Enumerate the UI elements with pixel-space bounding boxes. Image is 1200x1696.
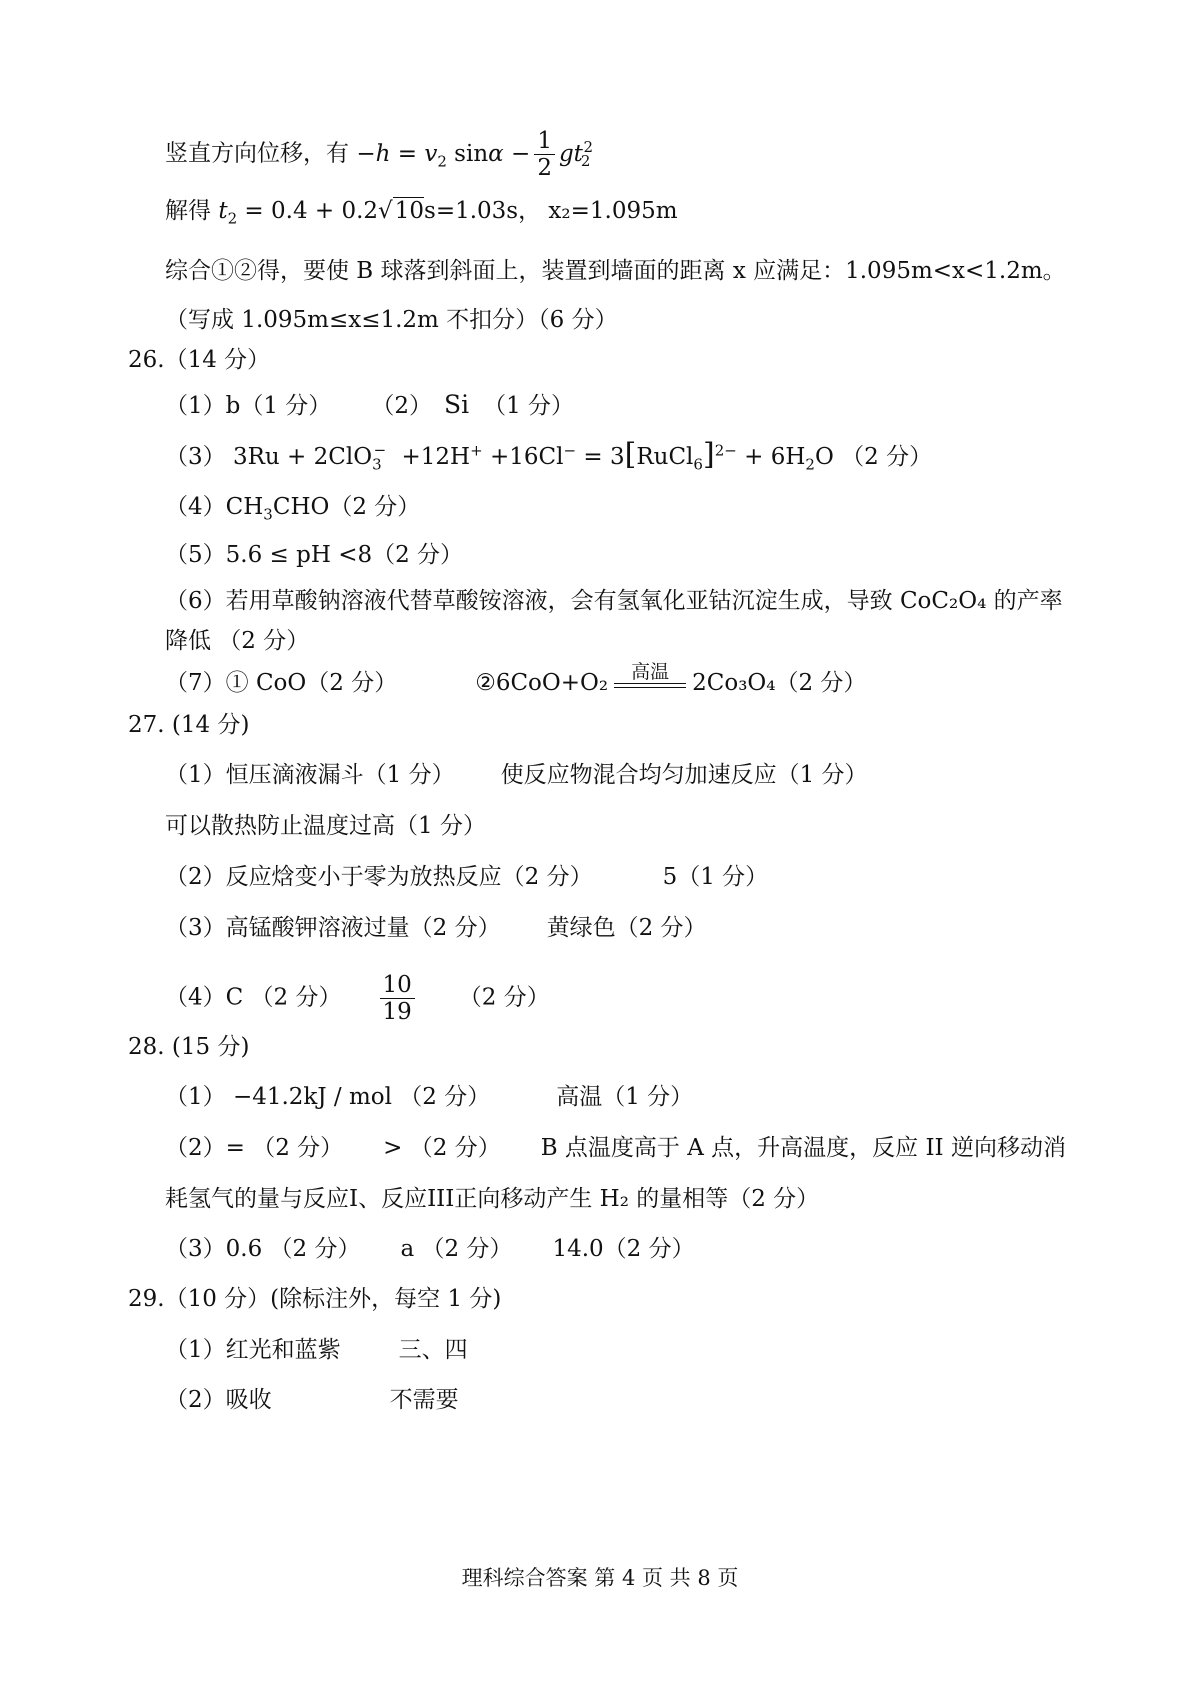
q26-a4-label: （4） <box>165 494 226 520</box>
solve-line <box>0 196 1200 226</box>
q27-a2-part2: 5（1 分） <box>662 864 769 890</box>
q26-a3-label: （3） <box>165 444 226 470</box>
q27-a1-line2: 可以散热防止温度过高（1 分） <box>165 813 486 839</box>
q26-a3 <box>0 437 1200 474</box>
q26-a2-score: （1 分） <box>483 393 575 419</box>
solve-equation: $t_2 = 0.4 + 0.2√10s$ <box>218 198 436 228</box>
q28-a3-part3: 14.0（2 分） <box>552 1236 695 1262</box>
q28-a2-eq: （2）= （2 分） <box>165 1135 344 1161</box>
q29-a2-part1: （2）吸收 <box>165 1387 272 1413</box>
q29-a1-part1: （1）红光和蓝紫 <box>165 1337 341 1363</box>
q26-a4 <box>0 492 1200 522</box>
q26-a6-line2: 降低 （2 分） <box>165 628 310 654</box>
q26-a7-reactants: ②6CoO+O₂ <box>475 670 609 696</box>
q26-a2-value: Si <box>443 390 470 419</box>
q29-a2 <box>0 1385 1200 1415</box>
q28-a3 <box>0 1234 1200 1264</box>
q26-a4-score: （2 分） <box>329 494 421 520</box>
q27-a4-score: （2 分） <box>458 984 550 1011</box>
q27-a3-part2: 黄绿色（2 分） <box>546 915 707 941</box>
q28-a3-part2: a （2 分） <box>400 1236 513 1262</box>
page-footer: 理科综合答案 第 4 页 共 8 页 <box>461 1566 739 1590</box>
q28-title: 28. (15 分) <box>128 1034 250 1060</box>
q28-a3-part1: （3）0.6 （2 分） <box>165 1236 361 1262</box>
score-note: （写成 1.095m≤x≤1.2m 不扣分）（6 分） <box>165 307 618 333</box>
q27-title: 27. (14 分) <box>128 712 250 738</box>
combine-line: 综合①②得，要使 B 球落到斜面上，装置到墙面的距离 x 应满足：1.095m<x<1.2m。 <box>165 258 1066 284</box>
q26-a5: （5）5.6 ≤ pH <8（2 分） <box>165 542 464 568</box>
q29-a1-part2: 三、四 <box>398 1337 468 1363</box>
vertical-equation: $-h = v_2$ sinα − $\frac{1}{2}$ $gt_2^2$ <box>356 128 594 181</box>
vertical-text: 竖直方向位移，有 <box>165 140 349 167</box>
q29-title: 29.（10 分）(除标注外，每空 1 分) <box>128 1286 502 1312</box>
vertical-displacement-line <box>0 128 1200 181</box>
q26-a1: （1）b（1 分） <box>165 393 332 419</box>
q27-a1-part2: 使反应物混合均匀加速反应（1 分） <box>500 762 868 788</box>
q28-a2-line2: 耗氢气的量与反应Ⅰ、反应III正向移动产生 H₂ 的量相等（2 分） <box>165 1186 820 1212</box>
q29-a2-part2: 不需要 <box>389 1387 459 1413</box>
q28-a1-part2: 高温（1 分） <box>556 1084 694 1110</box>
q27-a4 <box>0 972 1200 1025</box>
q27-a4-fraction <box>380 972 415 1025</box>
q28-a2-line1 <box>0 1133 1200 1163</box>
q27-a4-part1: （4）C （2 分） <box>165 984 342 1011</box>
q26-a1-a2 <box>0 390 1200 421</box>
q28-a2-reason: B 点温度高于 A 点，升高温度，反应 II 逆向移动消 <box>540 1135 1066 1161</box>
q26-a2-label: （2） <box>371 393 432 419</box>
q29-a1 <box>0 1335 1200 1365</box>
q26-a3-score: （2 分） <box>841 444 933 470</box>
solve-result: =1.03s， <box>435 198 542 224</box>
q28-a1-part1: （1） −41.2kJ / mol （2 分） <box>165 1084 491 1110</box>
x2-value: x₂=1.095m <box>548 198 678 224</box>
solve-prefix: 解得 <box>165 198 211 224</box>
q27-a3-part1: （3）高锰酸钾溶液过量（2 分） <box>165 915 501 941</box>
fraction-numerator: 10 <box>380 972 415 999</box>
reaction-arrow <box>614 661 686 688</box>
reaction-condition: 高温 <box>631 660 670 683</box>
q26-a7-part1: （7）① CoO（2 分） <box>165 670 398 696</box>
q27-a1 <box>0 760 1200 790</box>
q26-a7 <box>0 660 1200 698</box>
q26-a7-products: 2Co₃O₄（2 分） <box>692 670 867 696</box>
q26-a4-formula: $CH_3CHO$ <box>225 494 330 524</box>
fraction-denominator: 19 <box>382 999 412 1025</box>
q27-a3 <box>0 913 1200 943</box>
q26-title: 26.（14 分） <box>128 347 271 373</box>
q28-a1 <box>0 1082 1200 1112</box>
q26-a3-equation: 3Ru + 2ClO$_3$− +12H+ +16Cl− = 3[RuCl$_6$]$^{2-}$ + $6H_2O$ <box>232 437 834 474</box>
q28-a2-gt: > （2 分） <box>383 1135 501 1161</box>
q27-a1-part1: （1）恒压滴液漏斗（1 分） <box>165 762 455 788</box>
q26-a6-line1: （6）若用草酸钠溶液代替草酸铵溶液，会有氢氧化亚钴沉淀生成，导致 CoC₂O₄ 的产率 <box>165 588 1063 614</box>
q27-a2-part1: （2）反应焓变小于零为放热反应（2 分） <box>165 864 593 890</box>
q27-a2 <box>0 862 1200 892</box>
